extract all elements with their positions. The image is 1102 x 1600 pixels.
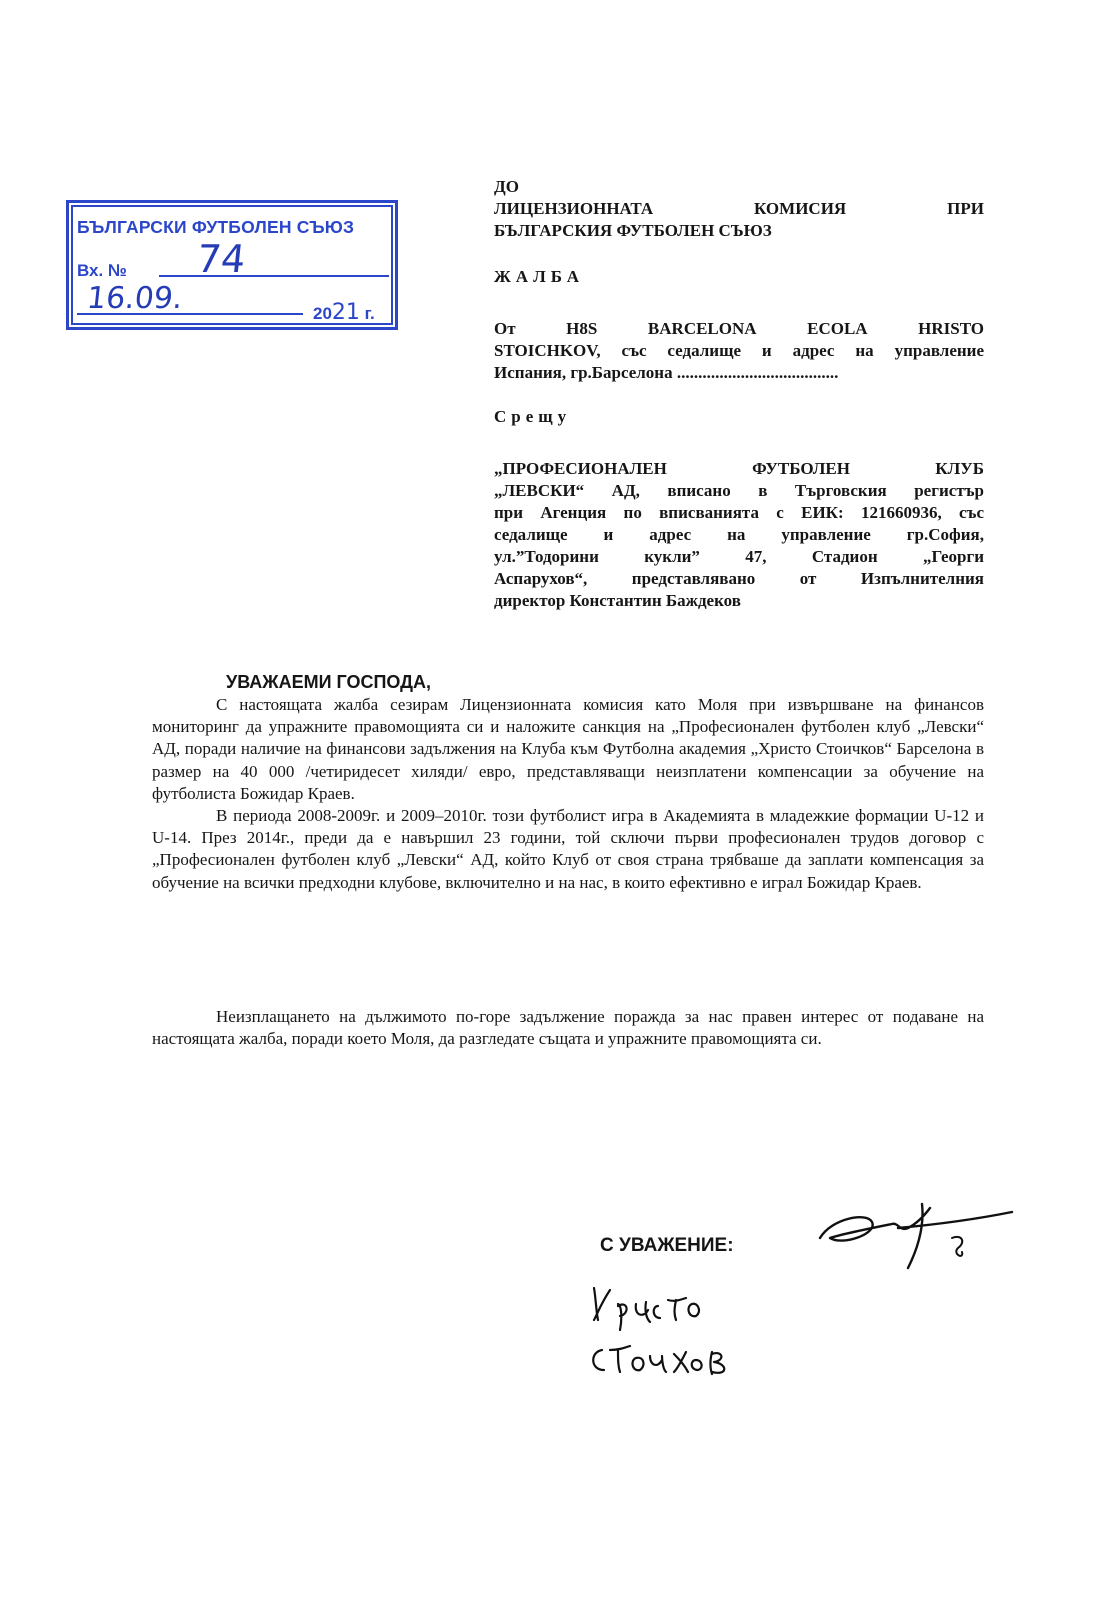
defendant-line-2: „ЛЕВСКИ“ АД, вписано в Търговския регистър [494,481,984,500]
complainant-word: H8S [566,319,598,338]
complainant-word: HRISTO [918,319,984,338]
defendant-word: ФУТБОЛЕН [752,459,850,478]
paragraph-claim: С настоящата жалба сезирам Лицензионната комисия като Моля при извършване на финансов мониторинг да упражните правомощията си и наложите санкция на „Професионален футболен клуб „Левски“ АД, поради наличие на финансови задължения на Клуба към Футболна академия „Христо Стоичков“ Барселона в размер на 40 000 /четиридесет хиляди/ евро, представляващи неизплатени компенсации за обучение на футболиста Божидар Краев. [152,695,984,803]
complainant-line-1 [494,318,984,340]
defendant-line-3: при Агенция по вписванията с ЕИК: 121660936, със [494,503,984,522]
complainant-block [494,318,984,384]
stamp-date: 16.09. [85,281,185,316]
body-paragraphs-2 [152,1006,984,1050]
addressee-block [494,176,984,242]
stamp-year-prefix: 20 [313,304,332,323]
defendant-line-1 [494,458,984,480]
defendant-block [494,458,984,612]
registration-stamp [66,200,398,330]
complainant-word: От [494,319,516,338]
body-paragraphs-1 [152,694,984,894]
complainant-word: ECOLA [807,319,868,338]
paragraph-request: Неизплащането на дължимото по-горе задължение поражда за нас правен интерес от подаване на настоящата жалба, поради което Моля, да разгледате същата и упражните правомощията си. [152,1007,984,1049]
addressee-word: ЛИЦЕНЗИОННАТА [494,199,654,218]
paragraph-background: В периода 2008-2009г. и 2009–2010г. този футболист игра в Академията в младежкие формации U-12 и U-14. През 2014г., преди да е навършил 23 години, той сключи първи професионален трудов договор с „Професионален футболен клуб „Левски“ АД, който Клуб от своя страна трябваше да заплати компенсация за обучение на всички предходни клубове, включително и на нас, в които ефективно е играл Божидар Краев. [152,806,984,892]
stamp-year-unit: г. [364,304,375,323]
signature-image [812,1198,1022,1278]
defendant-line-6: Аспарухов“, представлявано от Изпълнителния [494,569,984,588]
addressee-line-1 [494,198,984,220]
complainant-line-3: Испания, гр.Барселона ...................................... [494,363,839,382]
stamp-incoming-number: 74 [194,237,248,281]
handwritten-name [588,1280,788,1390]
stamp-number-line [159,275,389,277]
document-title: ЖАЛБА [494,267,585,286]
closing-respectfully: С УВАЖЕНИЕ: [600,1235,734,1256]
defendant-line-7: директор Константин Баждеков [494,591,741,610]
greeting: УВАЖАЕМИ ГОСПОДА, [226,672,431,692]
stamp-incoming-label: Вх. № [77,261,127,280]
stamp-title: БЪЛГАРСКИ ФУТБОЛЕН СЪЮЗ [77,217,355,237]
stamp-year-suffix: 21 [331,300,360,325]
against-label: Срещу [494,407,572,426]
addressee-word: ПРИ [947,199,984,218]
complainant-word: BARCELONA [647,319,757,338]
addressee-line-2: БЪЛГАРСКИЯ ФУТБОЛЕН СЪЮЗ [494,221,772,240]
defendant-line-5: ул.”Тодорини кукли” 47, Стадион „Георги [494,547,984,566]
stamp-year [313,300,375,325]
defendant-line-4: седалище и адрес на управление гр.София, [494,525,984,544]
defendant-word: КЛУБ [935,459,984,478]
addressee-to: ДО [494,177,519,196]
addressee-word: КОМИСИЯ [754,199,847,218]
complainant-line-2: STOICHKOV, със седалище и адрес на управление [494,341,984,360]
defendant-word: „ПРОФЕСИОНАЛЕН [494,459,667,478]
